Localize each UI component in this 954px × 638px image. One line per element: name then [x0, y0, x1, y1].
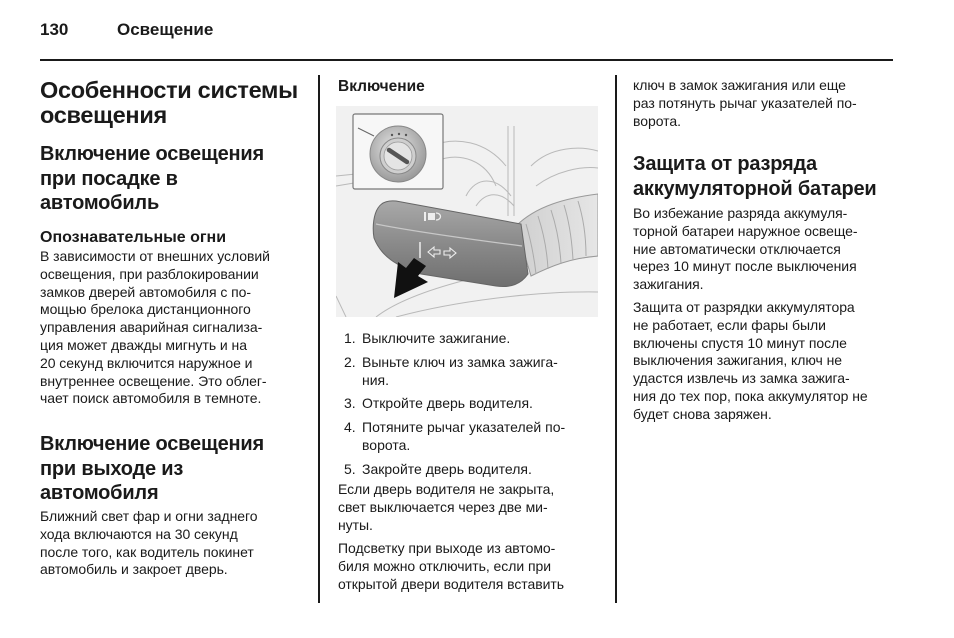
section-title-line: автомобиль: [40, 192, 160, 214]
section-title-line: автомобиля: [40, 482, 159, 504]
text-line: внутреннее освещение. Это облег-: [40, 372, 267, 389]
text-line: открытой двери водителя вставить: [338, 575, 564, 592]
page-number: 130: [40, 20, 69, 39]
text-line: выключения зажигания, ключ не: [633, 352, 843, 369]
paragraph-door-open-timeout: [338, 481, 600, 534]
step-item: [338, 330, 600, 348]
subsection-title-identification-lights: Опознавательные огни: [40, 229, 227, 246]
step-number: 1.: [344, 330, 356, 346]
section-title-line: аккумуляторной батареи: [633, 177, 877, 200]
section-title-line: Защита от разряда: [633, 153, 817, 175]
text-line: Подсветку при выходе из автомо-: [338, 540, 556, 556]
step-number: 3.: [344, 395, 356, 412]
step-text: Потяните рычаг указателей по-: [362, 419, 566, 436]
text-line: Если дверь водителя не закрыта,: [338, 481, 555, 497]
ignition-lock-inset: [353, 114, 443, 189]
section-title-line: при посадке в: [40, 167, 178, 190]
paragraph-disable-exit-lighting: [338, 540, 608, 593]
paragraph-battery-protection-exception: [633, 299, 903, 424]
text-line: Во избежание разряда аккумуля-: [633, 205, 848, 221]
text-line: В зависимости от внешних условий: [40, 248, 270, 264]
text-line: освещения, при разблокировании: [40, 265, 259, 282]
step-number: 4.: [344, 419, 356, 436]
paragraph-identification-lights: [40, 248, 308, 408]
step-number: 5.: [344, 460, 356, 477]
text-line: хода включаются на 30 секунд: [40, 525, 238, 542]
figure-turn-signal-lever: [336, 106, 598, 317]
text-line: Ближний свет фар и огни заднего: [40, 508, 258, 524]
text-line: ния до тех пор, пока аккумулятор не: [633, 387, 868, 404]
column-divider-right: [615, 75, 617, 603]
text-line: автомобиль и закроет дверь.: [40, 561, 228, 578]
section-title-entry-lighting: [40, 142, 264, 216]
step-item: [338, 419, 600, 455]
section-title-line: Включение освещения: [40, 433, 264, 455]
subheading-activation: Включение: [338, 78, 425, 95]
step-text: Выключите зажигание.: [362, 330, 511, 346]
text-line: ние автоматически отключается: [633, 240, 841, 257]
pull-direction-arrow-icon: [394, 258, 428, 298]
main-title: [40, 78, 298, 128]
text-line: ключ в замок зажигания или еще: [633, 77, 846, 93]
text-line: после того, как водитель покинет: [40, 543, 254, 560]
header-rule: [40, 59, 893, 61]
section-title-line: при выходе из: [40, 457, 184, 480]
step-item: [338, 461, 600, 479]
step-item: [338, 395, 600, 413]
text-line: зажигания.: [633, 276, 704, 293]
text-line: 20 секунд включится наружное и: [40, 354, 253, 371]
step-text: ния.: [362, 371, 390, 388]
step-item: [338, 354, 600, 390]
paragraph-continued: [633, 77, 901, 130]
main-title-line: освещения: [40, 102, 167, 128]
text-line: свет выключается через две ми-: [338, 498, 548, 515]
section-title-line: Включение освещения: [40, 143, 264, 165]
text-line: торной батареи наружное освеще-: [633, 222, 858, 239]
lever-boot: [516, 194, 598, 276]
section-title-battery-protection: [633, 152, 903, 201]
text-line: мощью брелока дистанционного: [40, 301, 251, 318]
text-line: нуты.: [338, 516, 373, 533]
turn-signal-lever: [373, 201, 528, 287]
steps-list: [338, 330, 600, 485]
chapter-title: Освещение: [117, 20, 214, 39]
text-line: через 10 минут после выключения: [633, 258, 857, 275]
text-line: удастся извлечь из замка зажига-: [633, 370, 850, 387]
section-title-exit-lighting: [40, 432, 264, 506]
main-title-line: Особенности системы: [40, 77, 298, 103]
column-divider-left: [318, 75, 320, 603]
text-line: биля можно отключить, если при: [338, 557, 551, 574]
text-line: включены спустя 10 минут после: [633, 334, 847, 351]
step-text: Закройте дверь водителя.: [362, 460, 532, 477]
text-line: чает поиск автомобиля в темноте.: [40, 390, 262, 407]
text-line: раз потянуть рычаг указателей по-: [633, 94, 857, 111]
step-text: ворота.: [362, 436, 411, 453]
paragraph-exit-lighting: [40, 508, 308, 579]
text-line: не работает, если фары были: [633, 316, 826, 333]
text-line: ция может дважды мигнуть и на: [40, 336, 247, 353]
paragraph-battery-auto-off: [633, 205, 901, 294]
text-line: управления аварийная сигнализа-: [40, 319, 263, 336]
step-text: Выньте ключ из замка зажига-: [362, 353, 558, 370]
text-line: ворота.: [633, 112, 681, 129]
step-number: 2.: [344, 353, 356, 370]
text-line: будет снова заряжен.: [633, 405, 772, 422]
text-line: Защита от разрядки аккумулятора: [633, 299, 855, 315]
text-line: замков дверей автомобиля с по-: [40, 283, 252, 300]
step-text: Откройте дверь водителя.: [362, 395, 533, 412]
